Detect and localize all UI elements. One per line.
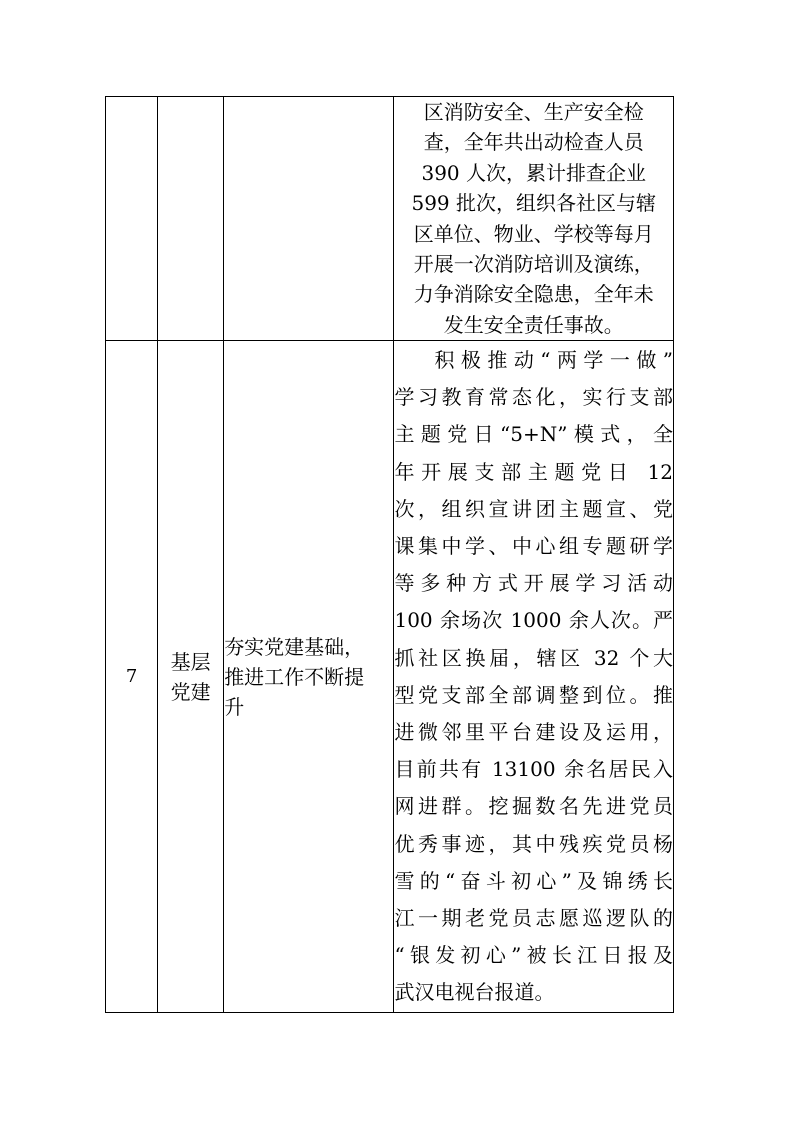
item-line: 推进工作不断提 [224,664,365,689]
desc-line: 目前共有 13100 余名居民入 [394,757,673,782]
desc-line: 390 人次，累计排查企业 [421,160,646,185]
desc-line: 课集中学、中心组专题研学 [394,533,673,558]
work-summary-table [105,96,674,1013]
desc-line: 武汉电视台报道。 [394,980,555,1005]
desc-line: 区单位、物业、学校等每月 [413,221,654,246]
desc-line: 开展一次消防培训及演练， [413,252,654,277]
row-category [158,341,224,1013]
continued-description [394,97,673,340]
item-cell [224,97,394,341]
desc-line: 进微邻里平台建设及运用， [394,719,673,744]
number-cell [106,97,158,341]
desc-line: 发生安全责任事故。 [443,312,624,337]
desc-line: 江一期老党员志愿巡逻队的 [394,905,673,930]
desc-line: 年开展支部主题党日 12 [394,459,673,484]
row-description [394,341,674,1013]
desc-line: 抓社区换届，辖区 32 个大 [394,645,673,670]
desc-line: 雪的“奋斗初心”及锦绣长 [394,868,673,893]
desc-line: 等多种方式开展学习活动 [394,571,673,596]
desc-line: 599 批次，组织各社区与辖 [411,191,656,216]
category-line: 基层 [170,649,211,674]
desc-line: 型党支部全部调整到位。推 [394,682,673,707]
item-line: 夯实党建基础， [224,634,365,659]
row-item [224,341,394,1013]
table-row-7 [106,341,674,1013]
desc-line: 学习教育常态化，实行支部 [394,385,673,410]
desc-line: “银发初心”被长江日报及 [394,943,673,968]
desc-line: 区消防安全、生产安全检 [423,100,644,124]
table-row-continuation [106,97,674,341]
category-line: 党建 [170,679,211,704]
desc-line: 100 余场次 1000 余人次。严 [394,608,673,633]
desc-line: 网进群。挖掘数名先进党员 [394,794,673,819]
description-cell [394,97,674,341]
desc-line: 次，组织宣讲团主题宣、党 [394,496,673,521]
desc-line: 查，全年共出动检查人员 [423,130,644,155]
desc-line: 优秀事迹，其中残疾党员杨 [394,831,673,856]
desc-line: 积极推动“两学一做” [434,347,673,372]
desc-line: 主题党日“5+N”模式，全 [394,422,673,447]
desc-line: 力争消除安全隐患，全年未 [413,282,654,307]
row-number: 7 [106,341,158,1013]
category-cell [158,97,224,341]
item-line: 升 [224,694,245,719]
